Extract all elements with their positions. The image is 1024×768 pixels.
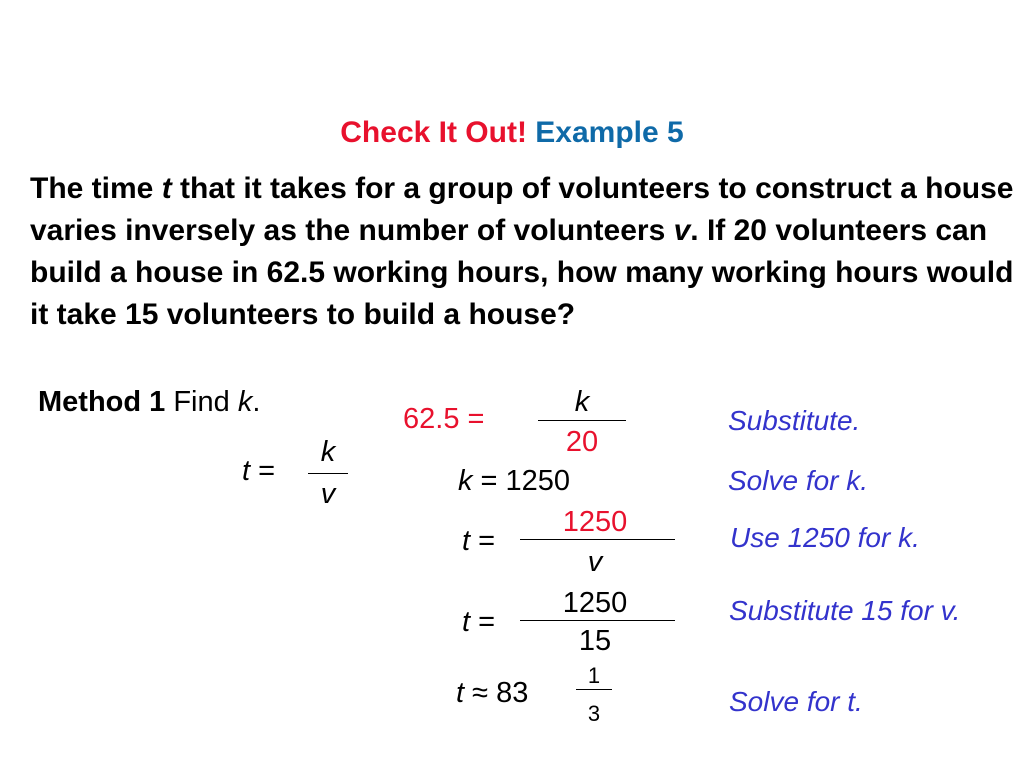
step1-numerator: k bbox=[574, 386, 590, 418]
formula-lhs: t = bbox=[242, 455, 276, 487]
step1-lhs-text: 62.5 = bbox=[403, 403, 485, 435]
step5-numerator: 1 bbox=[587, 663, 601, 688]
step5-var: t bbox=[456, 677, 465, 709]
step2-note: Solve for k. bbox=[728, 465, 869, 496]
step2-equation bbox=[458, 465, 570, 498]
step1-denominator: 20 bbox=[565, 426, 599, 458]
step3-note: Use 1250 for k. bbox=[730, 522, 920, 553]
step4-denominator: 15 bbox=[578, 625, 612, 657]
problem-text-1: The time bbox=[30, 172, 162, 205]
slide-title bbox=[0, 116, 1024, 150]
step3-numerator: 1250 bbox=[562, 506, 628, 538]
problem-statement bbox=[30, 168, 1020, 336]
method-label bbox=[38, 386, 260, 419]
problem-var-t: t bbox=[161, 172, 172, 205]
step4-lhs: t = bbox=[462, 606, 496, 638]
step4-numerator: 1250 bbox=[562, 587, 628, 619]
fraction-bar bbox=[538, 420, 626, 421]
step4-note: Substitute 15 for v. bbox=[729, 595, 961, 626]
step2-rhs: = 1250 bbox=[472, 465, 571, 497]
step5-denominator: 3 bbox=[587, 701, 601, 726]
method-var-k: k bbox=[237, 386, 253, 418]
step5-note: Solve for t. bbox=[729, 686, 863, 717]
step3-denominator: v bbox=[587, 546, 603, 578]
fraction-bar bbox=[520, 620, 675, 621]
formula-numerator: k bbox=[320, 436, 336, 468]
fraction-bar bbox=[308, 473, 348, 474]
problem-text-2: that it takes for a group of volunteers to construct a house varies inversely as the number of volunteers bbox=[30, 172, 1014, 247]
step5-lhs bbox=[456, 677, 528, 710]
step1-lhs bbox=[403, 403, 484, 436]
title-example: Example 5 bbox=[535, 116, 684, 149]
formula-denominator: v bbox=[320, 478, 336, 510]
step5-approx: ≈ 83 bbox=[464, 677, 529, 709]
fraction-bar bbox=[576, 689, 612, 690]
method-name: Method 1 bbox=[38, 386, 166, 418]
title-check-it-out: Check It Out! bbox=[340, 116, 527, 149]
method-text: Find bbox=[165, 386, 238, 418]
step2-var: k bbox=[458, 465, 473, 497]
problem-var-v: v bbox=[673, 214, 691, 247]
method-period: . bbox=[252, 386, 261, 418]
step3-lhs: t = bbox=[462, 525, 496, 557]
step1-note: Substitute. bbox=[728, 405, 861, 436]
problem-text-3: . If 20 volunteers can build a house in 62.5 working hours, how many working hours would it take 15 volunteers to build a house? bbox=[30, 214, 1014, 331]
fraction-bar bbox=[520, 539, 675, 540]
